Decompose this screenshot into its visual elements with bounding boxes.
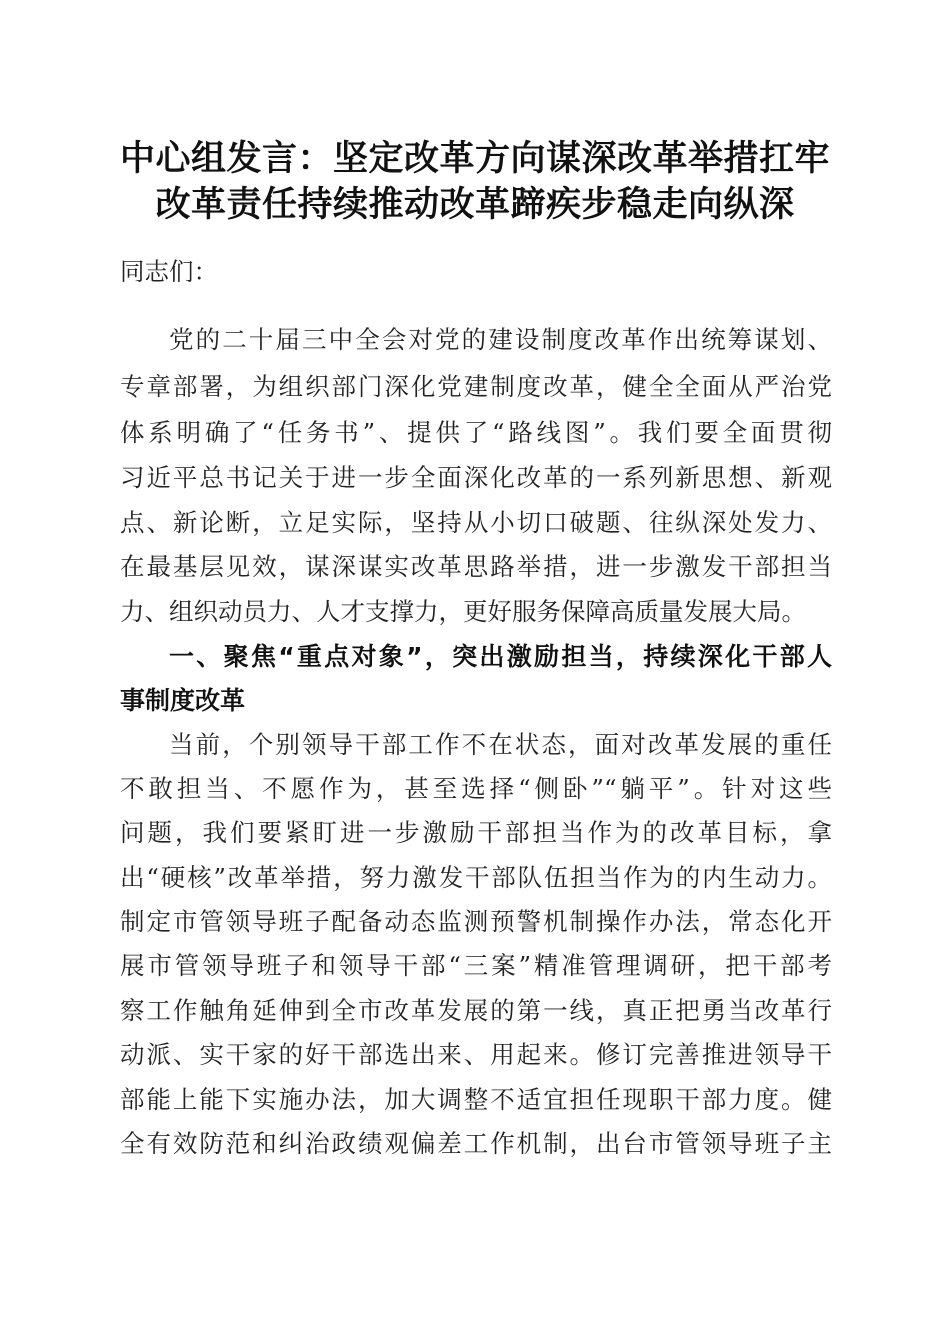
- section-body-line: 问题，我们要紧盯进一步激励干部担当作为的改革目标，拿: [120, 818, 832, 847]
- intro-line: 专章部署，为组织部门深化党建制度改革，健全全面从严治党: [120, 372, 832, 401]
- salutation: 同志们：: [120, 257, 218, 286]
- section-body-line: 当前，个别领导干部工作不在状态，面对改革发展的重任: [169, 730, 832, 759]
- section-body-line: 出“硬核”改革举措，努力激发干部队伍担当作为的内生动力。: [120, 863, 832, 892]
- intro-line: 在最基层见效，谋深谋实改革思路举措，进一步激发干部担当: [120, 552, 832, 581]
- section-body-line: 察工作触角延伸到全市改革发展的第一线，真正把勇当改革行: [120, 996, 832, 1025]
- section-body-line: 制定市管领导班子配备动态监测预警机制操作办法，常态化开: [120, 907, 832, 936]
- section-body-line: 全有效防范和纠治政绩观偏差工作机制，出台市管领导班子主: [120, 1129, 832, 1158]
- section-body-line: 不敢担当、不愿作为，甚至选择“侧卧”“躺平”。针对这些: [120, 774, 832, 803]
- intro-line: 点、新论断，立足实际，坚持从小切口破题、往纵深处发力、: [120, 508, 832, 537]
- document-title-line-2: 改革责任持续推动改革蹄疾步稳走向纵深: [155, 184, 795, 225]
- document-title-line-1: 中心组发言：坚定改革方向谋深改革举措扛牢: [119, 138, 830, 179]
- intro-line: 习近平总书记关于进一步全面深化改革的一系列新思想、新观: [120, 463, 832, 492]
- section-heading-line-2: 事制度改革: [120, 686, 246, 715]
- section-body-line: 展市管领导班子和领导干部“三案”精准管理调研，把干部考: [120, 951, 832, 980]
- intro-line: 体系明确了“任务书”、提供了“路线图”。我们要全面贯彻: [120, 418, 832, 447]
- section-body-line: 部能上能下实施办法，加大调整不适宜担任现职干部力度。健: [120, 1085, 832, 1114]
- section-heading-line-1: 一、聚焦“重点对象”，突出激励担当，持续深化干部人: [169, 642, 832, 671]
- section-body-line: 动派、实干家的好干部选出来、用起来。修订完善推进领导干: [120, 1040, 832, 1069]
- intro-line: 力、组织动员力、人才支撑力，更好服务保障高质量发展大局。: [120, 597, 806, 626]
- intro-line: 党的二十届三中全会对党的建设制度改革作出统筹谋划、: [169, 325, 832, 354]
